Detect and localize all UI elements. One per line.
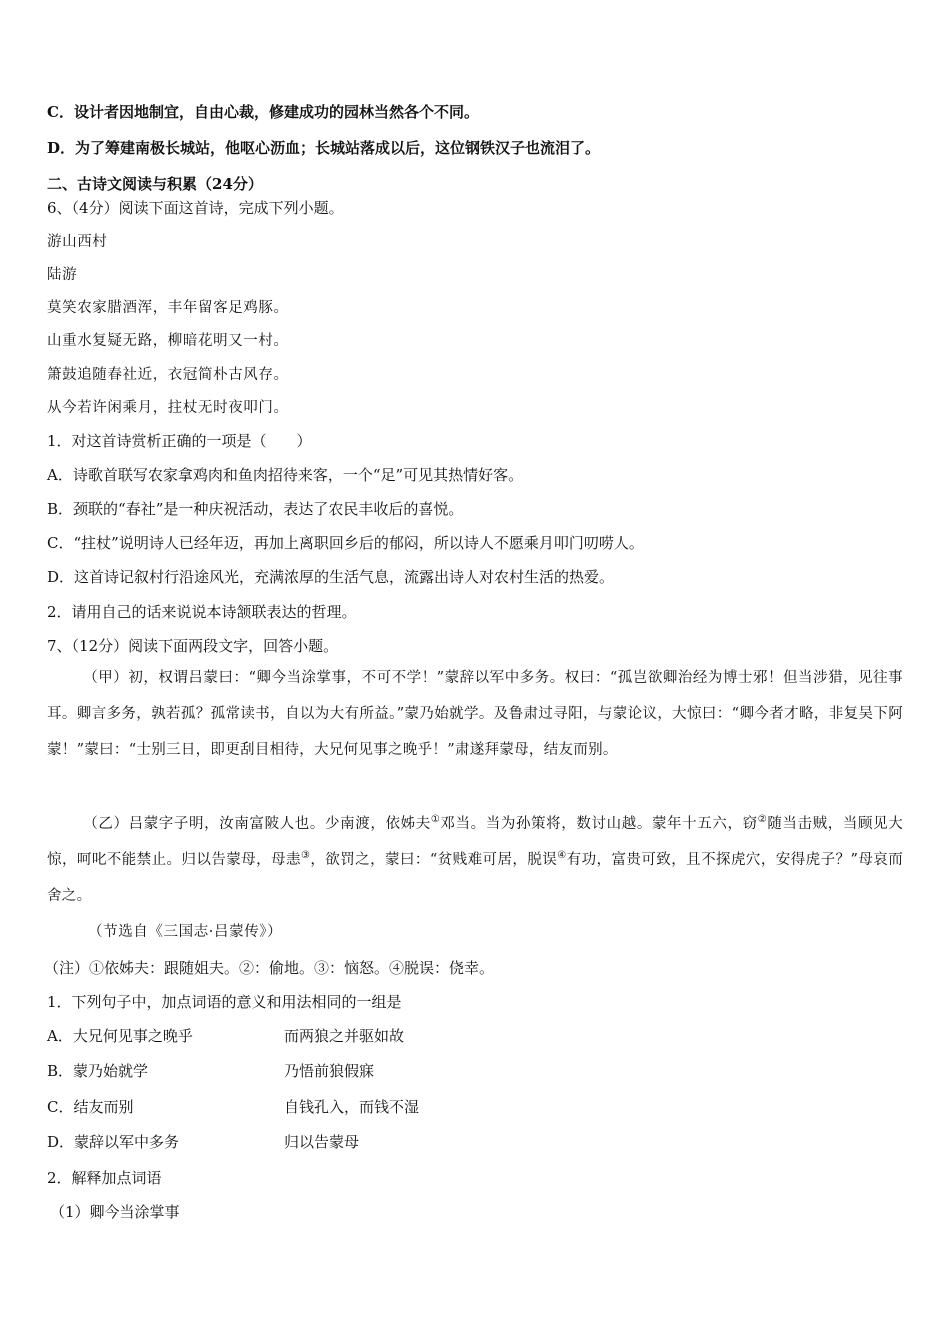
q6-sub1: 1．对这首诗赏析正确的一项是（ ）	[47, 432, 312, 450]
footnote-marker: ③	[300, 850, 311, 862]
passage-jia: （甲）初，权谓吕蒙曰：“卿今当涂掌事，不可不学！”蒙辞以军中多务。权曰：“孤岂欲卿治经为博士邪！但当涉猎，见往事耳。卿言多务，孰若孤？孤常读书，自以为大有所益。”蒙乃始就学。及鲁肃过寻阳，与蒙论议，大惊曰：“卿今者才略，非复吴下阿蒙！”蒙曰：“士别三日，即更刮目相待，大兄何见事之晚乎！”肃遂拜蒙母，结友而别。	[47, 670, 903, 758]
footnote-marker: ①	[430, 814, 441, 826]
q6-stem: 6、（4分）阅读下面这首诗，完成下列小题。	[47, 199, 344, 217]
pair-right: 归以告蒙母	[284, 1133, 360, 1151]
q6-option-c: C．“拄杖”说明诗人已经年迈，再加上离职回乡后的郁闷，所以诗人不愿乘月叩门叨唠人。	[47, 534, 644, 552]
notes: （注）①依姊夫：跟随姐夫。②：偷地。③：恼怒。④脱误：侥幸。	[44, 959, 495, 977]
poem-line: 莫笑农家腊酒浑，丰年留客足鸡豚。	[47, 300, 289, 316]
q7-sub2-item1: （1）卿今当涂掌事	[50, 1203, 180, 1221]
pair-right: 乃悟前狼假寐	[284, 1062, 375, 1080]
footnote-marker: ②	[757, 814, 768, 826]
source-citation: （节选自《三国志·吕蒙传》）	[88, 924, 283, 940]
poem-line: 箫鼓追随春社近，衣冠简朴古风存。	[47, 367, 289, 383]
poem-author: 陆游	[47, 267, 78, 283]
section-title: 二、古诗文阅读与积累（24分）	[47, 175, 263, 193]
q6-option-d: D．这首诗记叙村行沿途风光，充满浓厚的生活气息，流露出诗人对农村生活的热爱。	[47, 568, 615, 586]
poem-line: 从今若许闲乘月，拄杖无时夜叩门。	[47, 400, 289, 416]
pair-right: 而两狼之并驱如故	[284, 1027, 405, 1045]
poem-line: 山重水复疑无路，柳暗花明又一村。	[47, 333, 289, 349]
q7-stem: 7、（12分）阅读下面两段文字，回答小题。	[47, 637, 339, 655]
pair-left: B．蒙乃始就学	[47, 1062, 149, 1080]
poem-title: 游山西村	[47, 234, 108, 250]
pair-left: C．结友而别	[47, 1098, 134, 1116]
pair-left: A．大兄何见事之晚乎	[47, 1027, 193, 1045]
q6-sub2: 2．请用自己的话来说说本诗颔联表达的哲理。	[47, 603, 357, 621]
pair-right: 自钱孔入，而钱不湿	[284, 1098, 420, 1116]
q6-option-b: B．颈联的“春社”是一种庆祝活动，表达了农民丰收后的喜悦。	[47, 500, 464, 518]
option-d-bold: D．为了筹建南极长城站，他呕心沥血；长城站落成以后，这位钢铁汉子也流泪了。	[47, 139, 601, 157]
passage-yi: （乙）吕蒙字子明，汝南富陂人也。少南渡，依姊夫①邓当。当为孙策将，数讨山越。蒙年十五六，窃②随当击贼，当顾见大惊，呵叱不能禁止。归以告蒙母，母恚③，欲罚之，蒙曰：“贫贱难可居，脱误④有功，富贵可致，且不探虎穴，安得虎子？”母哀而舍之。	[47, 814, 904, 904]
option-c-bold: C．设计者因地制宜，自由心裁，修建成功的园林当然各个不同。	[47, 103, 479, 121]
q7-sub2: 2．解释加点词语	[47, 1169, 162, 1187]
q6-option-a: A．诗歌首联写农家拿鸡肉和鱼肉招待来客，一个“足”可见其热情好客。	[47, 466, 524, 484]
pair-left: D．蒙辞以军中多务	[47, 1133, 180, 1151]
footnote-marker: ④	[557, 850, 567, 862]
q7-sub1: 1．下列句子中，加点词语的意义和用法相同的一组是	[47, 993, 402, 1011]
